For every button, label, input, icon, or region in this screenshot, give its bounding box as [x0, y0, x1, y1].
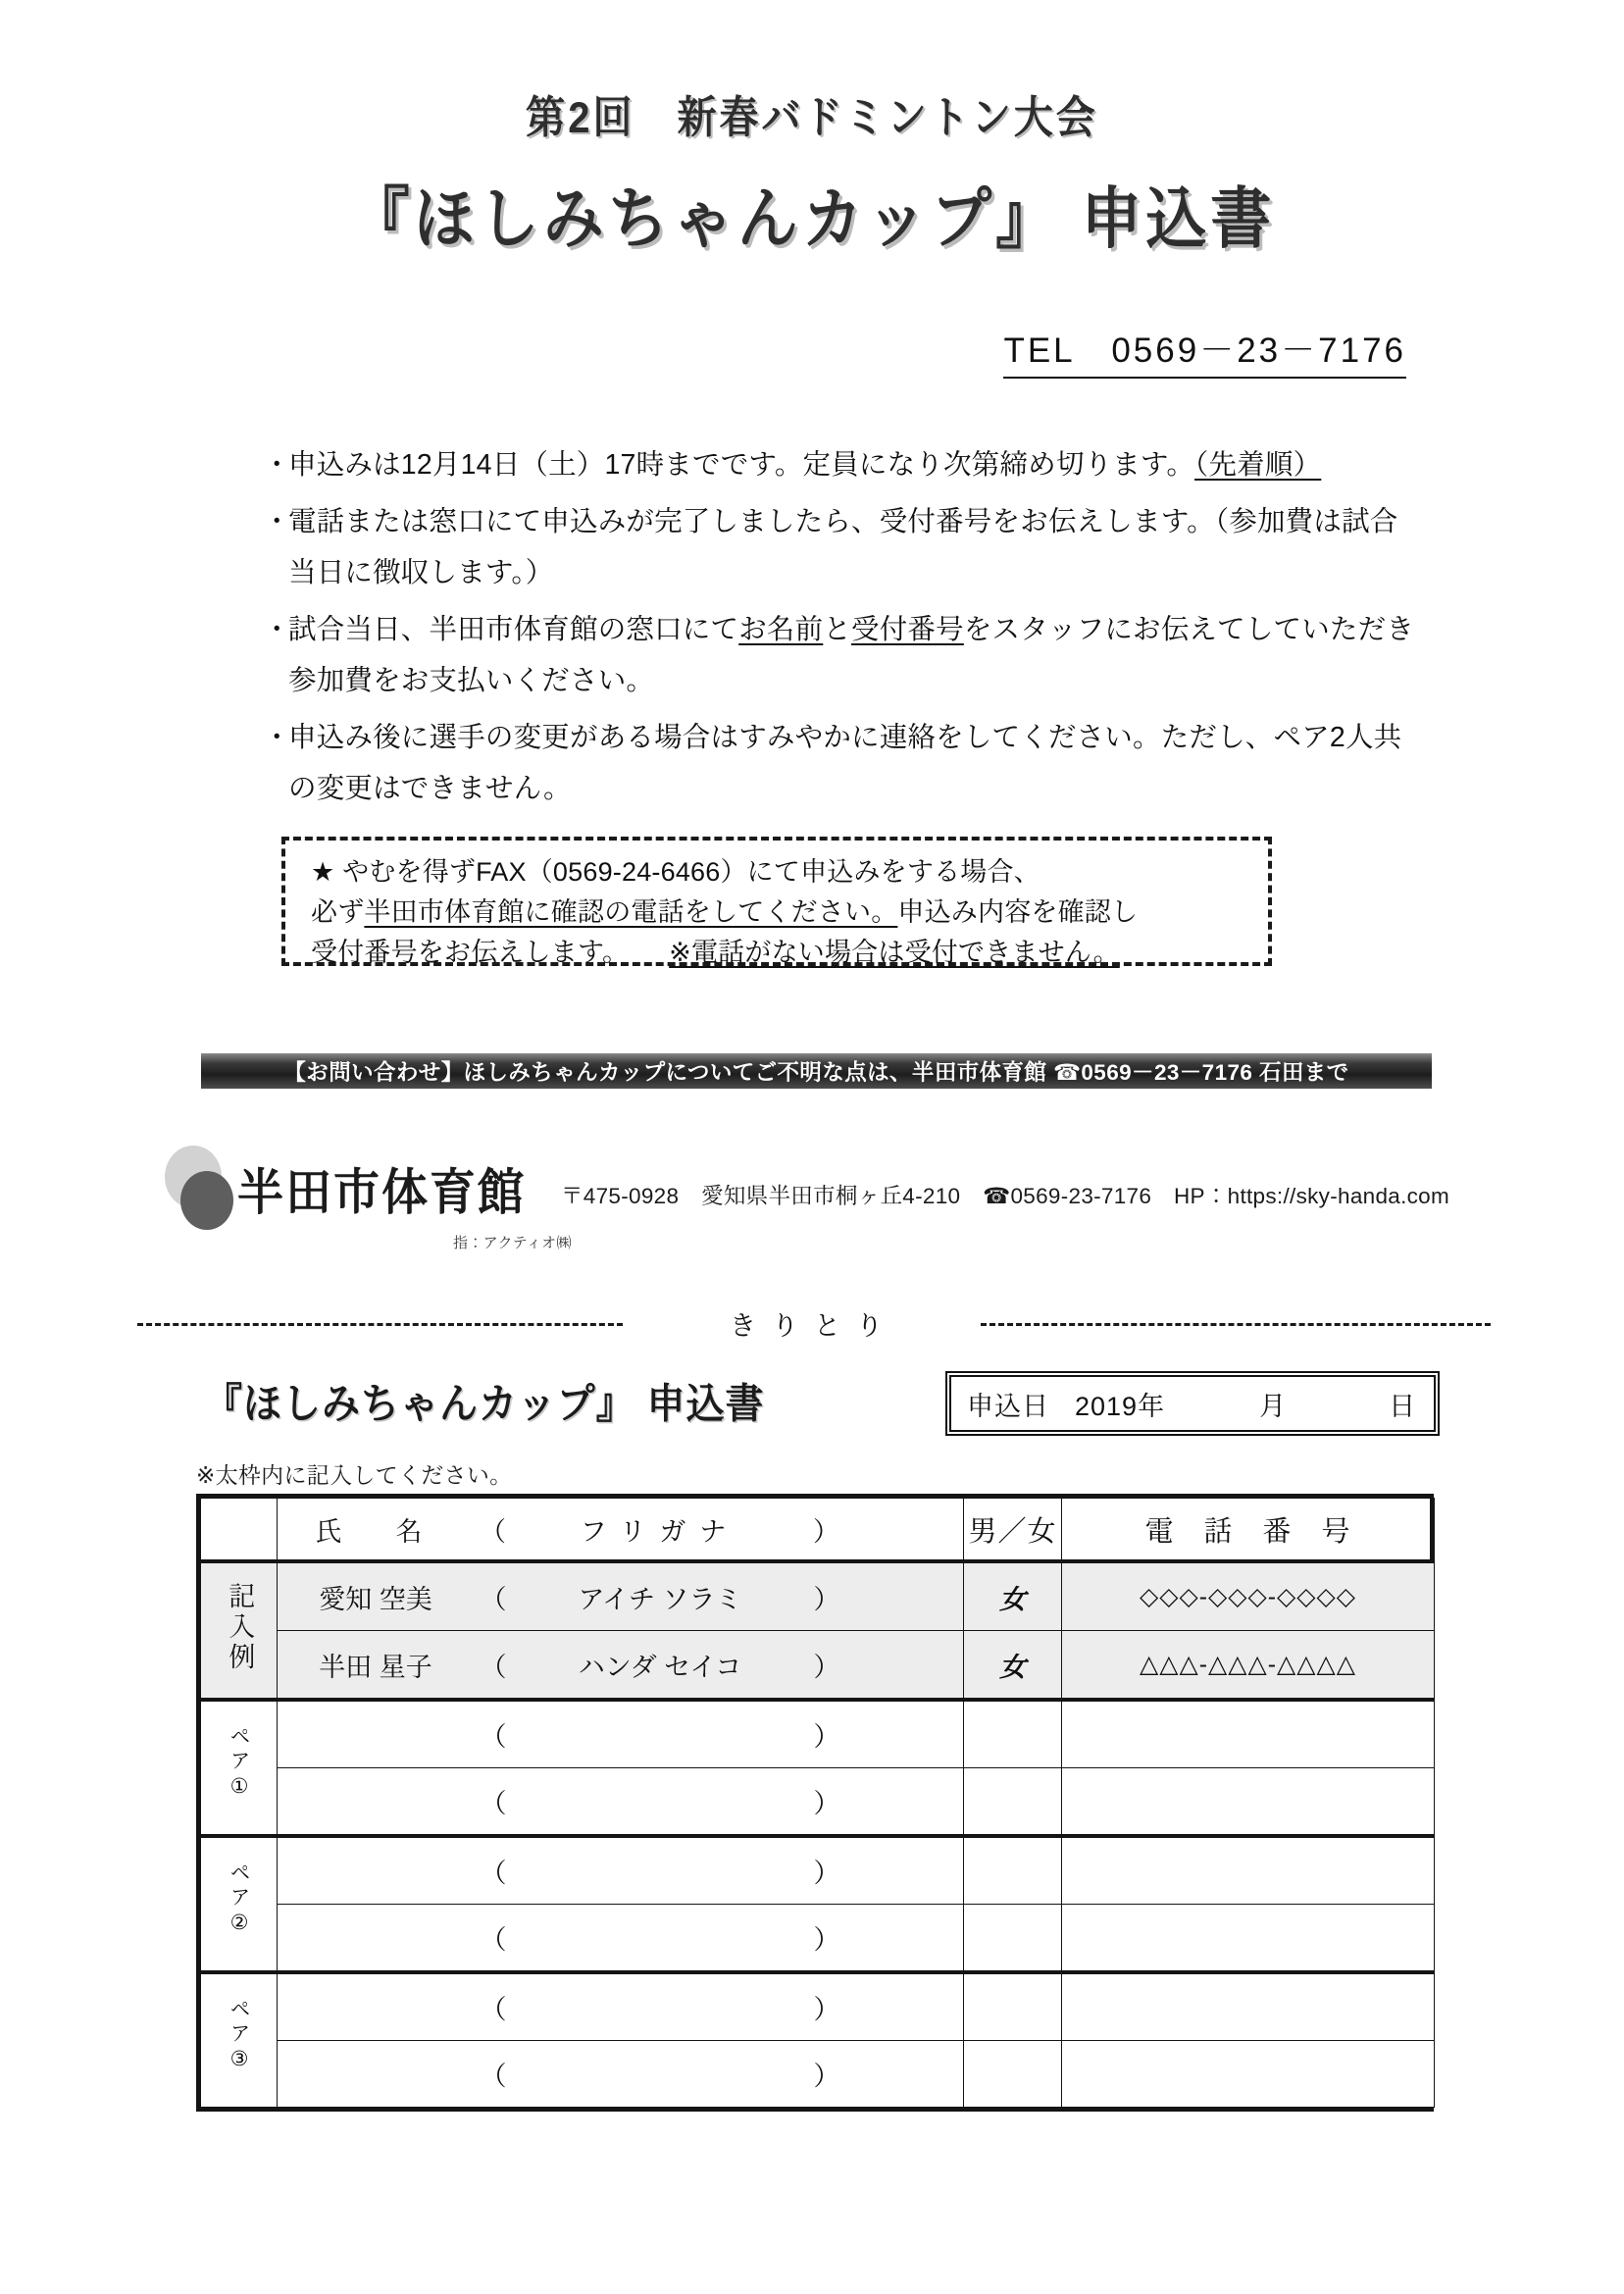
note-4-text: 申込み後に選手の変更がある場合はすみやかに連絡をしてください。ただし、ペア2人共: [288, 722, 1402, 753]
fax-line-1: ★ やむを得ずFAX（0569-24-6466）にて申込みをする場合、: [311, 857, 1040, 887]
form-heading: 『ほしみちゃんカップ』 申込書: [204, 1381, 765, 1428]
example-1-name-inner: [278, 1563, 963, 1630]
fax-instructions-box: [281, 837, 1272, 966]
entry-table-wrapper: [196, 1494, 1434, 2112]
header-name-cell: [278, 1499, 964, 1562]
fax-line-2-underlined: 半田市体育館に確認の電話をしてください。: [364, 897, 898, 927]
example-1-paren-close: ）: [813, 1584, 840, 1614]
paren-open: （: [480, 1995, 507, 2024]
date-month-field[interactable]: 月: [1259, 1391, 1288, 1421]
application-date-box[interactable]: [949, 1375, 1436, 1432]
pair-3-player-2-sex-cell[interactable]: [964, 2041, 1062, 2108]
bullet-marker-icon: ・: [263, 614, 291, 645]
event-subtitle: 第2回 新春バドミントン大会: [526, 93, 1098, 143]
date-day-field[interactable]: 日: [1389, 1391, 1417, 1421]
header-sex-cell: 男／女: [964, 1499, 1062, 1562]
pair-1-player-1-name-inner: [278, 1702, 963, 1767]
fax-line-2-a: 必ず: [311, 897, 365, 927]
example-1-kana: アイチ ソラミ: [578, 1584, 742, 1614]
paren-close: ）: [813, 1925, 840, 1955]
pair-1-player-1-sex-cell[interactable]: [964, 1700, 1062, 1768]
facility-footer: [165, 1138, 1479, 1255]
pair-3-player-1-name-inner: [278, 1974, 963, 2040]
fax-line-2: [311, 892, 1243, 933]
pair-1-player-1-tel-cell[interactable]: [1062, 1700, 1435, 1768]
header-name-inner: [278, 1499, 963, 1559]
fax-line-3: [311, 933, 1243, 973]
fax-line-3-a: 受付番号をお伝えします。: [311, 938, 670, 967]
pair-3-row-b: [201, 2041, 1435, 2108]
inquiry-banner: 【お問い合わせ】ほしみちゃんカップについてご不明な点は、半田市体育館 ☎0569－23－7176 石田まで: [201, 1053, 1432, 1089]
header-paren-close: ）: [813, 1516, 840, 1547]
header-tel-cell: 電 話 番 号: [1062, 1499, 1435, 1562]
note-3-underlined-number: 受付番号: [851, 614, 964, 645]
facility-address: 〒475-0928 愛知県半田市桐ヶ丘4-210 ☎0569-23-7176 HP：https://sky-handa.com: [561, 1184, 1450, 1208]
note-item-1: [263, 439, 1469, 490]
paren-close: ）: [813, 1995, 840, 2024]
header-side-cell: [201, 1499, 278, 1562]
note-item-4: [263, 712, 1469, 814]
pair-3-label: ペア③: [228, 1998, 251, 2074]
facility-operator: 指：アクティオ㈱: [453, 1235, 572, 1251]
document-title-block: [0, 86, 1624, 257]
cut-line-label: きりとり: [730, 1311, 898, 1341]
pair-3-player-2-name-cell[interactable]: [278, 2041, 964, 2108]
pair-1-player-2-sex-cell[interactable]: [964, 1768, 1062, 1837]
note-1-text: 申込みは12月14日（土）17時までです。定員になり次第締め切ります。: [288, 449, 1195, 481]
example-2-sex: 女: [964, 1631, 1062, 1701]
paren-open: （: [480, 1789, 507, 1818]
header-telephone: TEL 0569－23－7176: [1003, 324, 1406, 379]
pair-2-player-1-name-cell[interactable]: [278, 1836, 964, 1905]
fax-line-2-b: 申込み内容を確認し: [897, 897, 1139, 927]
table-header-row: [201, 1499, 1435, 1562]
cut-line-dash-left: [137, 1323, 623, 1326]
pair-3-player-1-sex-cell[interactable]: [964, 1972, 1062, 2041]
paren-open: （: [480, 1722, 507, 1752]
example-2-name-cell: [278, 1631, 964, 1701]
fax-line-3-underlined: ※電話がない場合は受付できません。: [669, 938, 1120, 967]
example-2-paren-open: （: [480, 1652, 507, 1682]
pair-2-row-b: [201, 1905, 1435, 1973]
bullet-marker-icon: ・: [263, 506, 291, 537]
pair-1-row-a: [201, 1700, 1435, 1768]
note-3-text-a: 試合当日、半田市体育館の窓口にて: [288, 614, 739, 645]
pair-1-label-cell: [201, 1700, 278, 1836]
example-1-name-cell: [278, 1561, 964, 1631]
note-2-continuation: 当日に徴収します。）: [288, 557, 554, 588]
page-title: 『ほしみちゃんカップ』 申込書: [348, 182, 1276, 258]
paren-close: ）: [813, 2062, 840, 2091]
header-kana-label: フリガナ: [580, 1516, 740, 1547]
paren-open: （: [480, 1859, 507, 1888]
paren-close: ）: [813, 1789, 840, 1818]
pair-1-player-2-tel-cell[interactable]: [1062, 1768, 1435, 1837]
pair-3-player-1-tel-cell[interactable]: [1062, 1972, 1435, 2041]
pair-2-label-cell: [201, 1836, 278, 1972]
note-3-text-c: をスタッフにお伝えてしていただき: [963, 614, 1415, 645]
pair-2-player-1-sex-cell[interactable]: [964, 1836, 1062, 1905]
example-row-1: [201, 1561, 1435, 1631]
entry-table: [200, 1498, 1435, 2108]
pair-2-player-2-name-inner: [278, 1905, 963, 1970]
facility-name: 半田市体育館: [237, 1163, 526, 1221]
bullet-marker-icon: ・: [263, 722, 291, 753]
example-2-name: 半田 星子: [319, 1652, 432, 1682]
date-label: 申込日: [967, 1391, 1049, 1421]
pair-3-row-a: [201, 1972, 1435, 2041]
pair-2-player-2-name-cell[interactable]: [278, 1905, 964, 1973]
example-1-paren-open: （: [480, 1584, 507, 1614]
bullet-marker-icon: ・: [263, 449, 291, 481]
pair-1-player-2-name-inner: [278, 1768, 963, 1834]
note-3-text-b: と: [823, 614, 852, 645]
cut-line-dash-right: [981, 1323, 1491, 1326]
pair-2-row-a: [201, 1836, 1435, 1905]
example-1-tel: ◇◇◇-◇◇◇-◇◇◇◇: [1062, 1561, 1435, 1631]
pair-1-row-b: [201, 1768, 1435, 1837]
form-fill-note: ※太枠内に記入してください。: [196, 1462, 513, 1488]
pair-3-label-cell: [201, 1972, 278, 2108]
pair-3-player-2-tel-cell[interactable]: [1062, 2041, 1435, 2108]
date-year-field[interactable]: 2019年: [1075, 1391, 1166, 1421]
header-name-label: 氏 名: [315, 1516, 436, 1547]
pair-2-player-1-tel-cell[interactable]: [1062, 1836, 1435, 1905]
pair-2-player-1-name-inner: [278, 1838, 963, 1904]
note-3-underlined-name: お名前: [738, 614, 824, 645]
example-row-2: [201, 1631, 1435, 1701]
note-4-continuation: の変更はできません。: [288, 773, 572, 804]
example-1-name: 愛知 空美: [319, 1584, 432, 1614]
pair-1-player-2-name-cell[interactable]: [278, 1768, 964, 1837]
example-2-paren-close: ）: [813, 1652, 840, 1682]
paren-open: （: [480, 1925, 507, 1955]
pair-2-label: ペア②: [228, 1861, 251, 1938]
pair-1-player-1-name-cell[interactable]: [278, 1700, 964, 1768]
pair-1-label: ペア①: [228, 1725, 251, 1802]
example-2-kana: ハンダ セイコ: [578, 1652, 742, 1682]
note-item-2: [263, 496, 1469, 598]
pair-2-player-2-sex-cell[interactable]: [964, 1905, 1062, 1973]
note-item-3: [263, 604, 1469, 706]
note-3-continuation: 参加費をお支払いください。: [288, 665, 655, 696]
pair-2-player-2-tel-cell[interactable]: [1062, 1905, 1435, 1973]
paren-close: ）: [813, 1722, 840, 1752]
example-label-text: 記入例: [225, 1582, 255, 1673]
paren-open: （: [480, 2062, 507, 2091]
example-2-tel: △△△-△△△-△△△△: [1062, 1631, 1435, 1701]
note-1-underlined: （先着順）: [1194, 449, 1322, 481]
notes-list: [263, 439, 1469, 820]
example-label-cell: [201, 1561, 278, 1700]
note-2-text: 電話または窓口にて申込みが完了しましたら、受付番号をお伝えします。（参加費は試合: [288, 506, 1398, 537]
example-1-sex: 女: [964, 1561, 1062, 1631]
logo-circle-dark-icon: [180, 1171, 233, 1230]
example-2-name-inner: [278, 1631, 963, 1698]
pair-3-player-2-name-inner: [278, 2041, 963, 2107]
header-paren-open: （: [480, 1516, 507, 1547]
cut-line: [137, 1304, 1491, 1344]
paren-close: ）: [813, 1859, 840, 1888]
pair-3-player-1-name-cell[interactable]: [278, 1972, 964, 2041]
